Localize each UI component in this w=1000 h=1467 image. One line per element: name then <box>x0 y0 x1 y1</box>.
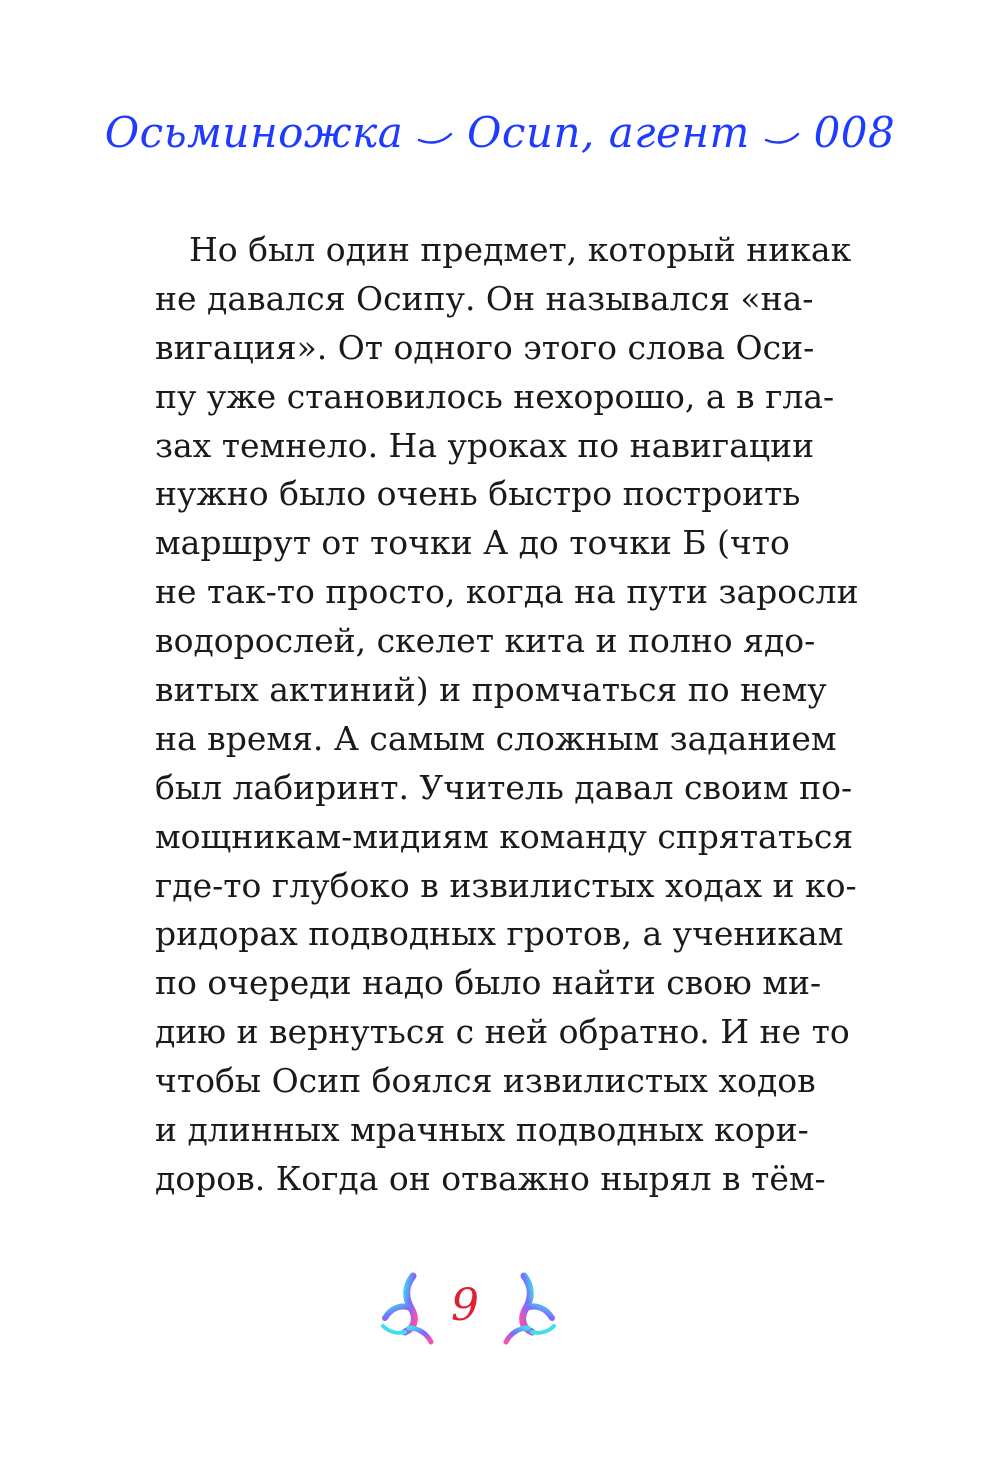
text-line: и длинных мрачных подводных кори- <box>155 1110 809 1150</box>
text-line: зах темнело. На уроках по навигации <box>155 425 815 465</box>
running-head <box>0 108 1000 157</box>
text-line: дию и вернуться с ней обратно. И не то <box>155 1012 850 1052</box>
swash-connector-icon <box>417 126 453 146</box>
text-line: не так-то просто, когда на пути заросли <box>155 572 859 612</box>
text-line: вигация». От одного этого слова Оси- <box>155 327 815 367</box>
text-line: Но был один предмет, который никак <box>189 230 852 269</box>
text-line: на время. А самым сложным заданием <box>155 718 837 758</box>
text-line: витых актиний) и промчаться по нему <box>155 670 827 710</box>
running-head-part1: Осьминожка <box>104 108 404 157</box>
text-line: был лабиринт. Учитель давал своим по- <box>155 767 853 807</box>
running-head-part2: Осип, агент <box>466 108 750 157</box>
text-line: маршрут от точки А до точки Б (что <box>155 523 790 563</box>
text-line: где-то глубоко в извилистых ходах и ко- <box>155 865 857 905</box>
swash-connector-icon <box>764 126 800 146</box>
text-line: не давался Осипу. Он назывался «на- <box>155 278 814 318</box>
text-line: чтобы Осип боялся извилистых ходов <box>155 1061 816 1101</box>
running-head-part3: 008 <box>813 108 896 157</box>
body-text <box>155 226 859 1204</box>
seaweed-ornament-icon <box>375 1268 445 1348</box>
text-line: водорослей, скелет кита и полно ядо- <box>155 621 816 661</box>
text-line: ридорах подводных гротов, а ученикам <box>155 914 844 954</box>
text-line: по очереди надо было найти свою ми- <box>155 963 822 1003</box>
text-line: нужно было очень быстро построить <box>155 474 801 514</box>
page-number: 9 <box>451 1280 479 1331</box>
seaweed-ornament-icon <box>492 1268 562 1348</box>
page-footer <box>0 1268 1000 1348</box>
text-line: мощникам-мидиям команду спрятаться <box>155 816 854 856</box>
text-line: пу уже становилось нехорошо, а в гла- <box>155 376 835 416</box>
text-line: доров. Когда он отважно нырял в тём- <box>155 1158 826 1198</box>
